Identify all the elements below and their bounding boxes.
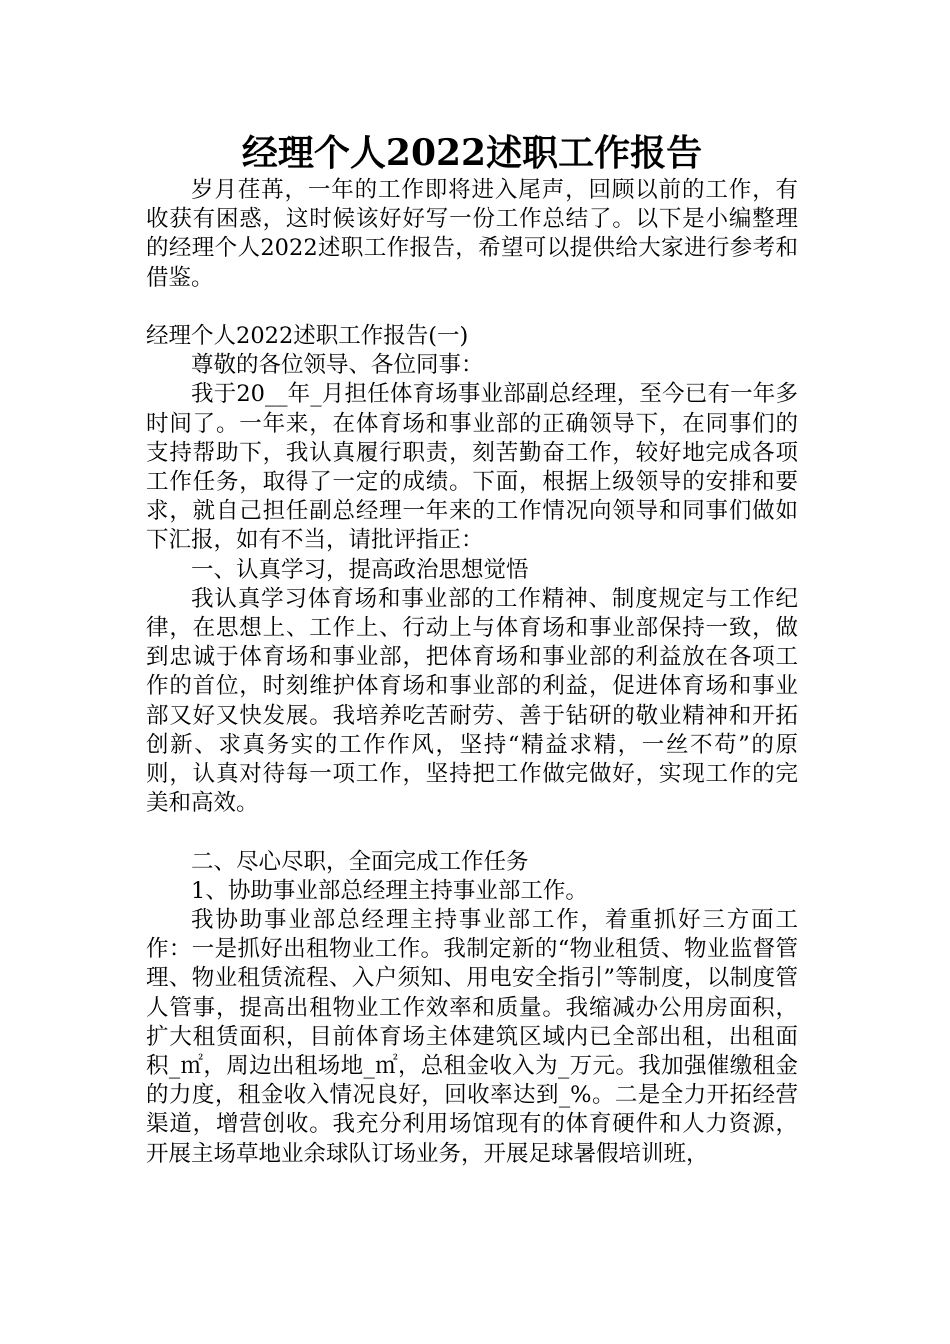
- paragraph-2: 我认真学习体育场和事业部的工作精神、制度规定与工作纪律，在思想上、工作上、行动上与体育场和事业部保持一致，做到忠诚于体育场和事业部，把体育场和事业部的利益放在各项工作的首位，时刻维护体育场和事业部的利益，促进体育场和事业部又好又快发展。我培养吃苦耐劳、善于钻研的敬业精神和开拓创新、求真务实的工作作风，坚持“精益求精，一丝不苟”的原则，认真对待每一项工作，坚持把工作做完做好，实现工作的完美和高效。: [146, 585, 798, 817]
- paragraph-1: 我于20__年_月担任体育场事业部副总经理，至今已有一年多时间了。一年来，在体育场和事业部的正确领导下，在同事们的支持帮助下，我认真履行职责，刻苦勤奋工作，较好地完成各项工作任务，取得了一定的成绩。下面，根据上级领导的安排和要求，就自己担任副总经理一年来的工作情况向领导和同事们做如下汇报，如有不当，请批评指正：: [146, 381, 798, 554]
- paragraph-3: 我协助事业部总经理主持事业部工作，着重抓好三方面工作：一是抓好出租物业工作。我制定新的“物业租赁、物业监督管理、物业租赁流程、入户须知、用电安全指引”等制度，以制度管人管事，提高出租物业工作效率和质量。我缩减办公用房面积，扩大租赁面积，目前体育场主体建筑区域内已全部出租，出租面积_㎡，周边出租场地_㎡，总租金收入为_万元。我加强催缴租金的力度，租金收入情况良好，回收率达到_%。二是全力开拓经营渠道，增营创收。我充分利用场馆现有的体育硬件和人力资源，开展主场草地业余球队订场业务，开展足球暑假培训班，: [146, 907, 798, 1167]
- section-title: 经理个人2022述职工作报告(一): [146, 323, 469, 349]
- intro-paragraph: 岁月荏苒，一年的工作即将进入尾声，回顾以前的工作，有收获有困惑，这时候该好好写一份工作总结了。以下是小编整理的经理个人2022述职工作报告，希望可以提供给大家进行参考和借鉴。: [146, 177, 798, 291]
- document-page: [146, 130, 798, 1169]
- greeting: 尊敬的各位领导、各位同事：: [191, 352, 484, 379]
- blank-line: [146, 818, 798, 847]
- blank-line: [146, 293, 798, 322]
- heading-1: 一、认真学习，提高政治思想觉悟: [191, 556, 529, 583]
- heading-2: 二、尽心尽职，全面完成工作任务: [191, 848, 529, 875]
- document-title: 经理个人2022述职工作报告: [241, 132, 703, 174]
- heading-2-1: 1、协助事业部总经理主持事业部工作。: [191, 877, 588, 904]
